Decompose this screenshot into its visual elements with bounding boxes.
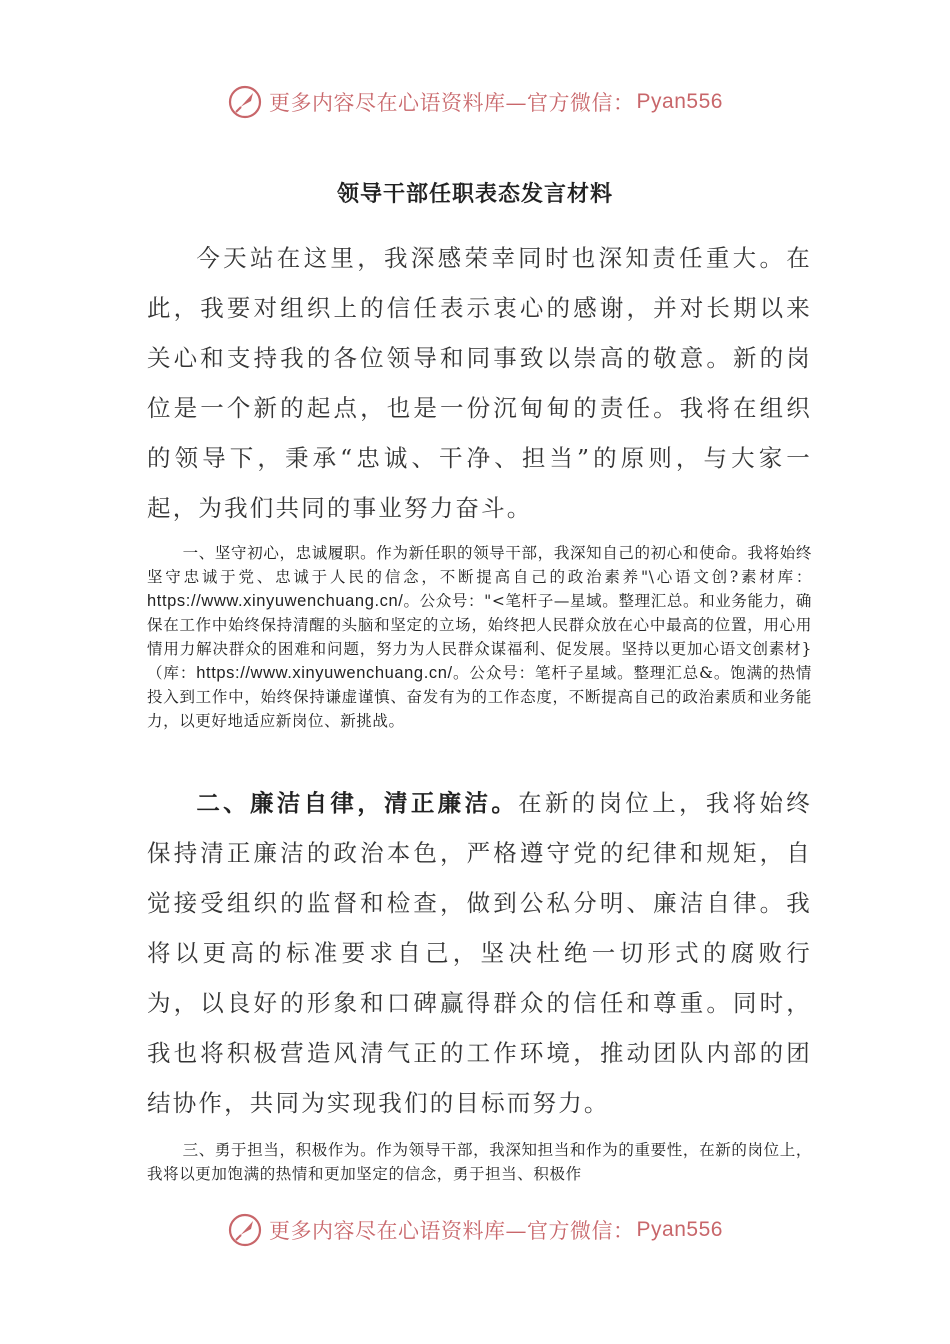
header-watermark (0, 82, 950, 122)
section-2-body: 在新的岗位上，我将始终保持清正廉洁的政治本色，严格遵守党的纪律和规矩，自觉接受组织的监督和检查，做到公私分明、廉洁自律。我将以更高的标准要求自己，坚决杜绝一切形式的腐败行为，以良好的形象和口碑赢得群众的信任和尊重。同时，我也将积极营造风清气正的工作环境，推动团队内部的团结协作，共同为实现我们的目标而努力。 (147, 789, 812, 1117)
watermark-text: 更多内容尽在心语资料库—官方微信： (269, 91, 635, 115)
section-3-paragraph: 三、勇于担当，积极作为。作为领导干部，我深知担当和作为的重要性，在新的岗位上，我将以更加饱满的热情和更加坚定的信念，勇于担当、积极作 (147, 1141, 812, 1183)
quill-pen-icon (227, 84, 263, 120)
document-title: 领导干部任职表态发言材料 (336, 182, 613, 207)
section-1-url-2: https://www.xinyuwenchuang.cn/ (196, 664, 453, 682)
section-1-text-c: 。公众号：笔杆子星域。整理汇总&。饱满的热情投入到工作中，始终保持谦虚谨慎、奋发有为的工作态度，不断提高自己的政治素质和业务能力，以更好地适应新岗位、新挑战。 (147, 664, 812, 730)
footer-watermark (0, 1210, 950, 1250)
section-1-text-a: 一、坚守初心，忠诚履职。作为新任职的领导干部，我深知自己的初心和使命。我将始终坚守忠诚于党、忠诚于人民的信念，不断提高自己的政治素养"\心语文创?素材库： (147, 544, 812, 586)
section-2-heading: 二、廉洁自律，清正廉洁。 (196, 789, 519, 817)
watermark-wechat-id: Pyan556 (636, 1218, 723, 1241)
section-2-paragraph (147, 778, 812, 1128)
section-1-paragraph (147, 541, 812, 733)
quill-pen-icon (227, 1212, 263, 1248)
intro-paragraph: 今天站在这里，我深感荣幸同时也深知责任重大。在此，我要对组织上的信任表示衷心的感谢，并对长期以来关心和支持我的各位领导和同事致以崇高的敬意。新的岗位是一个新的起点，也是一份沉甸甸的责任。我将在组织的领导下，秉承“忠诚、干净、担当”的原则，与大家一起，为我们共同的事业努力奋斗。 (147, 244, 812, 522)
watermark-wechat-id: Pyan556 (636, 90, 723, 113)
section-1-text-b: 。公众号："<笔杆子—星域。整理汇总。和业务能力，确保在工作中始终保持清醒的头脑和坚定的立场，始终把人民群众放在心中最高的位置，用心用情用力解决群众的困难和问题，努力为人民群众谋福利、促发展。坚持以更加心语文创素材}（库： (147, 592, 812, 682)
watermark-text: 更多内容尽在心语资料库—官方微信： (269, 1219, 635, 1243)
section-1-url-1: https://www.xinyuwenchuang.cn/ (147, 592, 404, 610)
